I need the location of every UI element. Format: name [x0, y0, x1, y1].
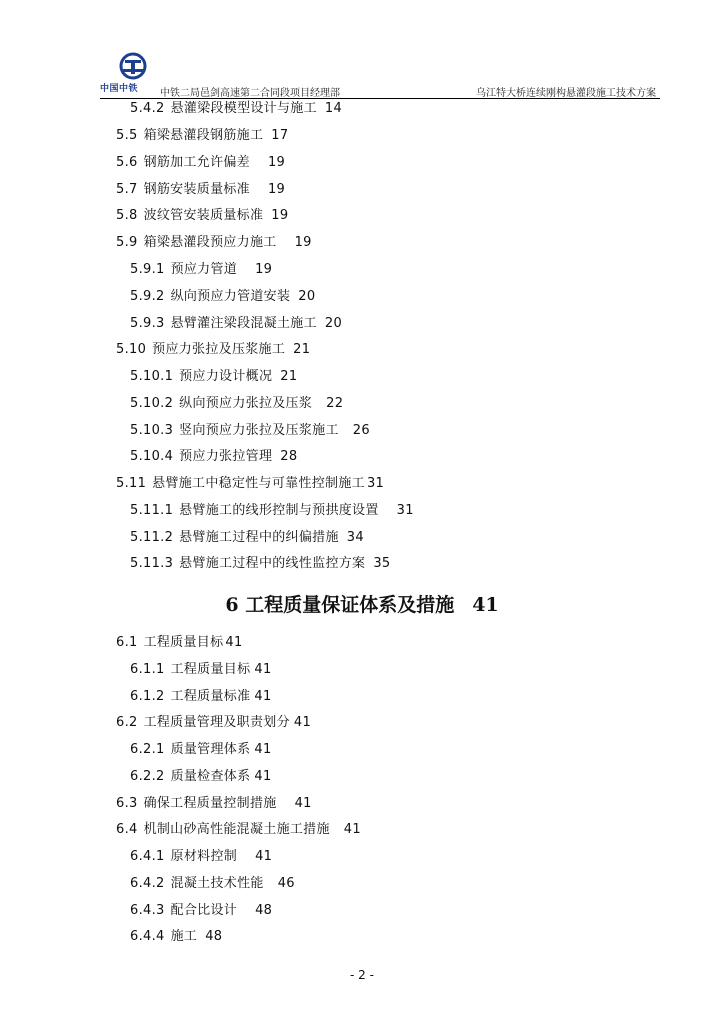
header-left-text: 中铁二局邑剑高速第二合同段项目经理部: [160, 88, 340, 99]
toc-entry[interactable]: 6.2.1 质量管理体系 41: [130, 742, 272, 757]
toc-entry[interactable]: 6.4.2 混凝土技术性能 46: [130, 876, 295, 891]
toc-entry[interactable]: 5.11.2 悬臂施工过程中的纠偏措施 34: [130, 530, 364, 545]
toc-entry[interactable]: 6.1.2 工程质量标准 41: [130, 689, 272, 704]
toc-entry[interactable]: 6.4.1 原材料控制 41: [130, 849, 273, 864]
toc-entry[interactable]: 5.10 预应力张拉及压浆施工 21: [116, 342, 311, 357]
toc-entry[interactable]: 5.10.1 预应力设计概况 21: [130, 369, 298, 384]
chapter-heading[interactable]: 6 工程质量保证体系及措施 41: [225, 594, 499, 616]
toc-entry[interactable]: 6.2 工程质量管理及职责划分 41: [116, 715, 312, 730]
toc-entry[interactable]: 5.11.3 悬臂施工过程中的线性监控方案 35: [130, 556, 391, 571]
toc-entry[interactable]: 6.4.3 配合比设计 48: [130, 903, 273, 918]
toc-entry[interactable]: 6.2.2 质量检查体系 41: [130, 769, 272, 784]
toc-entry[interactable]: 5.10.3 竖向预应力张拉及压浆施工 26: [130, 423, 370, 438]
toc-entry[interactable]: 5.9 箱梁悬灌段预应力施工 19: [116, 235, 312, 250]
toc-entry[interactable]: 6.1 工程质量目标 41: [116, 635, 243, 650]
toc-entry[interactable]: 5.9.3 悬臂灌注梁段混凝土施工 20: [130, 316, 343, 331]
toc-entry[interactable]: 5.10.4 预应力张拉管理 28: [130, 449, 298, 464]
toc-entry[interactable]: 6.1.1 工程质量目标 41: [130, 662, 272, 677]
toc-entry[interactable]: 5.4.2 悬灌梁段模型设计与施工 14: [130, 101, 343, 116]
toc-entry[interactable]: 5.11 悬臂施工中稳定性与可靠性控制施工 31: [116, 476, 385, 491]
toc-entry[interactable]: 5.7 钢筋安装质量标准 19: [116, 182, 286, 197]
header-divider: [100, 98, 660, 99]
page-header: [100, 52, 660, 100]
logo-text: 中国中铁: [100, 84, 139, 94]
toc-entry[interactable]: 5.8 波纹管安装质量标准 19: [116, 208, 289, 223]
toc-entry[interactable]: 5.10.2 纵向预应力张拉及压浆 22: [130, 396, 344, 411]
toc-entry[interactable]: 5.6 钢筋加工允许偏差 19: [116, 155, 286, 170]
page-number: - 2 -: [350, 968, 374, 982]
toc-entry[interactable]: 6.3 确保工程质量控制措施 41: [116, 796, 312, 811]
toc-entry[interactable]: 6.4 机制山砂高性能混凝土施工措施 41: [116, 822, 361, 837]
toc-entry[interactable]: 6.4.4 施工 48: [130, 929, 223, 944]
toc-entry[interactable]: 5.9.1 预应力管道 19: [130, 262, 273, 277]
header-right-text: 乌江特大桥连续刚构悬灌段施工技术方案: [476, 88, 656, 99]
toc-entry[interactable]: 5.5 箱梁悬灌段钢筋施工 17: [116, 128, 289, 143]
toc-entry[interactable]: 5.11.1 悬臂施工的线形控制与预拱度设置 31: [130, 503, 414, 518]
toc-entry[interactable]: 5.9.2 纵向预应力管道安装 20: [130, 289, 316, 304]
